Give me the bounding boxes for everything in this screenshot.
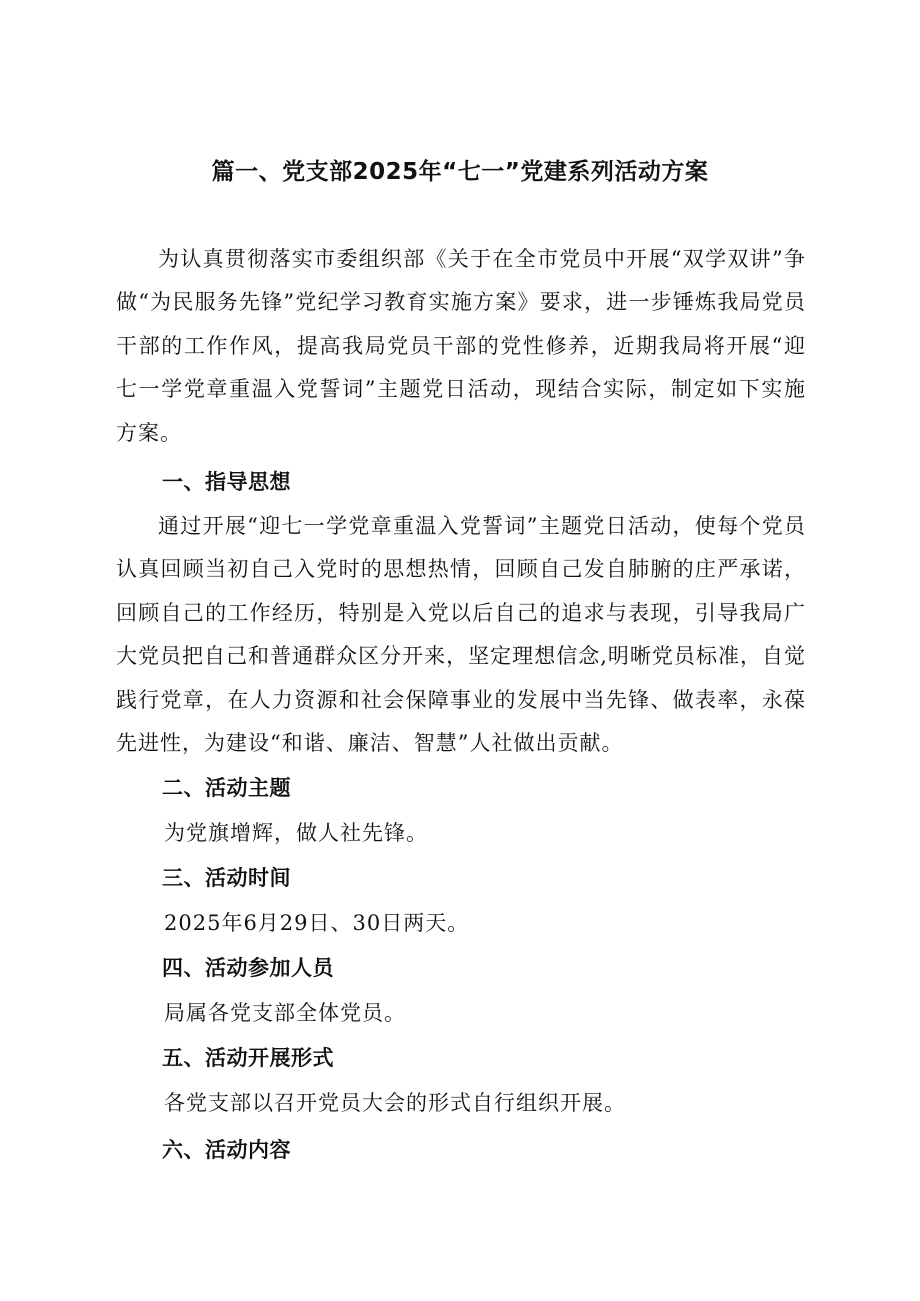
section-content-participants: 局属各党支部全体党员。 — [164, 1001, 406, 1025]
section-heading-guiding-thought: 一、指导思想 — [162, 470, 291, 494]
section-heading-theme: 二、活动主题 — [162, 776, 291, 800]
section-content-guiding-thought: 通过开展“迎七一学党章重温入党誓词”主题党日活动，使每个党员认真回顾当初自己入党时的思想热情，回顾自己发自肺腑的庄严承诺，回顾自己的工作经历，特别是入党以后自己的追求与表现，引导我局广大党员把自己和普通群众区分开来，坚定理想信念,明晰党员标准，自觉践行党章，在人力资源和社会保障事业的发展中当先锋、做表率，永葆先进性，为建设“和谐、廉洁、智慧”人社做出贡献。 — [116, 514, 806, 756]
section-content-format: 各党支部以召开党员大会的形式自行组织开展。 — [164, 1091, 626, 1115]
section-heading-participants: 四、活动参加人员 — [162, 956, 334, 980]
section-heading-format: 五、活动开展形式 — [162, 1046, 334, 1070]
section-heading-content: 六、活动内容 — [162, 1138, 291, 1162]
section-content-theme: 为党旗增辉，做人社先锋。 — [164, 821, 428, 845]
section-content-time: 2025年6月29日、30日两天。 — [164, 911, 470, 935]
intro-paragraph: 为认真贯彻落实市委组织部《关于在全市党员中开展“双学双讲”争做“为民服务先锋”党纪学习教育实施方案》要求，进一步锤炼我局党员干部的工作作风，提高我局党员干部的党性修养，近期我局将开展“迎七一学党章重温入党誓词”主题党日活动，现结合实际，制定如下实施方案。 — [116, 247, 806, 445]
document-title: 篇一、党支部2025年“七一”党建系列活动方案 — [211, 159, 709, 185]
section-heading-time: 三、活动时间 — [162, 866, 291, 890]
